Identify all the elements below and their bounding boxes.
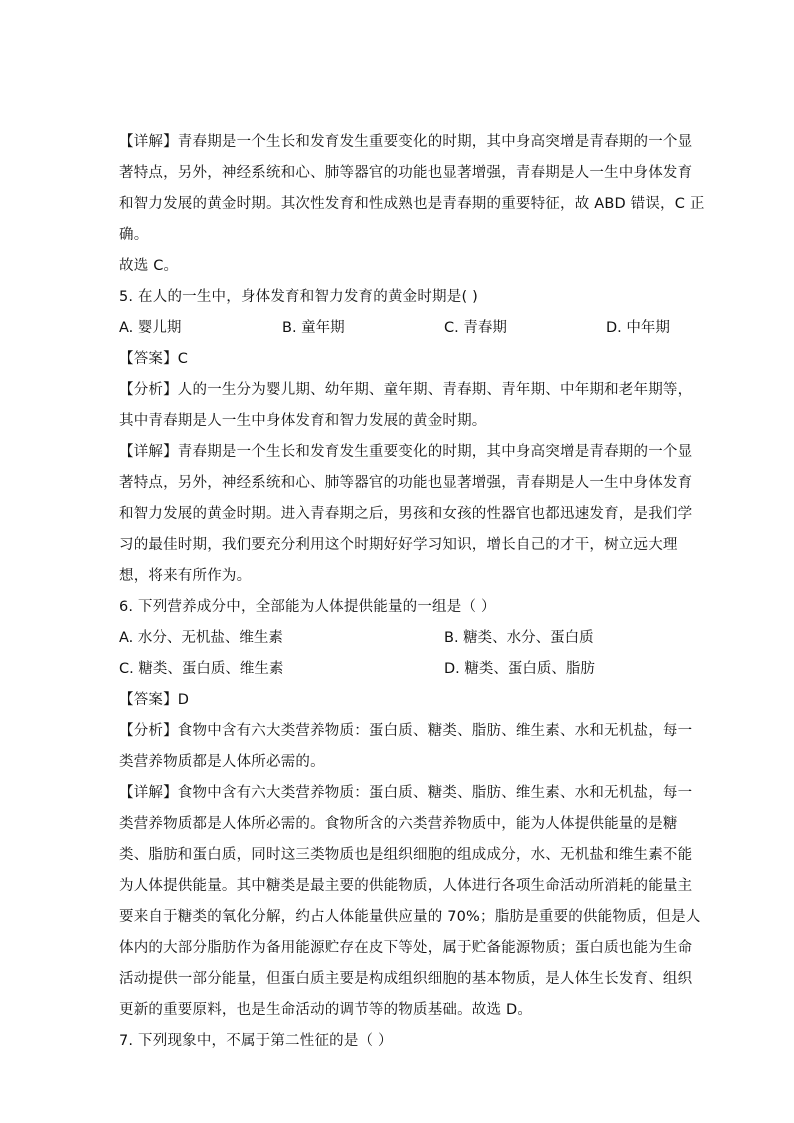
analysis-line: 其中青春期是人一生中身体发育和智力发展的黄金时期。 (119, 413, 487, 429)
text-line: 和智力发展的黄金时期。其次性发育和性成熟也是青春期的重要特征，故 ABD 错误，C 正 (119, 196, 705, 212)
question-5: 5. 在人的一生中，身体发育和智力发育的黄金时期是( ) (119, 289, 478, 305)
detail-line: 为人体提供能量。其中糖类是最主要的供能物质，人体进行各项生命活动所消耗的能量主 (119, 878, 693, 894)
detail-line: 习的最佳时期，我们要充分利用这个时期好好学习知识，增长自己的才干，树立远大理 (119, 537, 678, 553)
detail-line: 类、脂肪和蛋白质，同时这三类物质也是组织细胞的组成成分，水、无机盐和维生素不能 (119, 847, 693, 863)
analysis-line: 类营养物质都是人体所必需的。 (119, 754, 325, 770)
text-line: 【详解】青春期是一个生长和发育发生重要变化的时期，其中身高突增是青春期的一个显 (119, 134, 693, 150)
answer-choice-line: 故选 C。 (119, 258, 179, 274)
detail-line: 活动提供一部分能量，但蛋白质主要是构成组织细胞的基本物质，是人体生长发育、组织 (119, 971, 693, 987)
detail-line: 体内的大部分脂肪作为备用能源贮存在皮下等处，属于贮备能源物质；蛋白质也能为生命 (119, 940, 693, 956)
question-6: 6. 下列营养成分中，全部能为人体提供能量的一组是（ ） (119, 599, 496, 615)
detail-line: 【详解】食物中含有六大类营养物质：蛋白质、糖类、脂肪、维生素、水和无机盐，每一 (119, 785, 693, 801)
detail-line: 更新的重要原料，也是生命活动的调节等的物质基础。故选 D。 (119, 1002, 533, 1018)
q6-option-d: D. 糖类、蛋白质、脂肪 (444, 661, 595, 677)
detail-line: 要来自于糖类的氧化分解，约占人体能量供应量的 70%；脂肪是重要的供能物质，但是人 (119, 909, 701, 925)
answer-label: 【答案】C (119, 351, 189, 367)
analysis-line: 【分析】食物中含有六大类营养物质：蛋白质、糖类、脂肪、维生素、水和无机盐，每一 (119, 723, 693, 739)
answer-label: 【答案】D (119, 692, 190, 708)
q6-option-c: C. 糖类、蛋白质、维生素 (119, 661, 284, 677)
analysis-line: 【分析】人的一生分为婴儿期、幼年期、童年期、青春期、青年期、中年期和老年期等， (119, 382, 693, 398)
detail-line: 著特点，另外，神经系统和心、肺等器官的功能也显著增强，青春期是人一生中身体发育 (119, 475, 693, 491)
detail-line: 类营养物质都是人体所必需的。食物所含的六类营养物质中，能为人体提供能量的是糖 (119, 816, 678, 832)
q5-option-c: C. 青春期 (444, 320, 507, 336)
q5-option-d: D. 中年期 (606, 320, 670, 336)
q5-option-a: A. 婴儿期 (119, 320, 182, 336)
detail-line: 和智力发展的黄金时期。进入青春期之后，男孩和女孩的性器官也都迅速发育，是我们学 (119, 506, 693, 522)
detail-line: 想，将来有所作为。 (119, 568, 252, 584)
detail-line: 【详解】青春期是一个生长和发育发生重要变化的时期，其中身高突增是青春期的一个显 (119, 444, 693, 460)
text-line: 确。 (119, 227, 149, 243)
question-7: 7. 下列现象中，不属于第二性征的是（ ） (119, 1033, 393, 1049)
q6-option-b: B. 糖类、水分、蛋白质 (444, 630, 594, 646)
q5-option-b: B. 童年期 (282, 320, 345, 336)
q6-option-a: A. 水分、无机盐、维生素 (119, 630, 283, 646)
text-line: 著特点，另外，神经系统和心、肺等器官的功能也显著增强，青春期是人一生中身体发育 (119, 165, 693, 181)
